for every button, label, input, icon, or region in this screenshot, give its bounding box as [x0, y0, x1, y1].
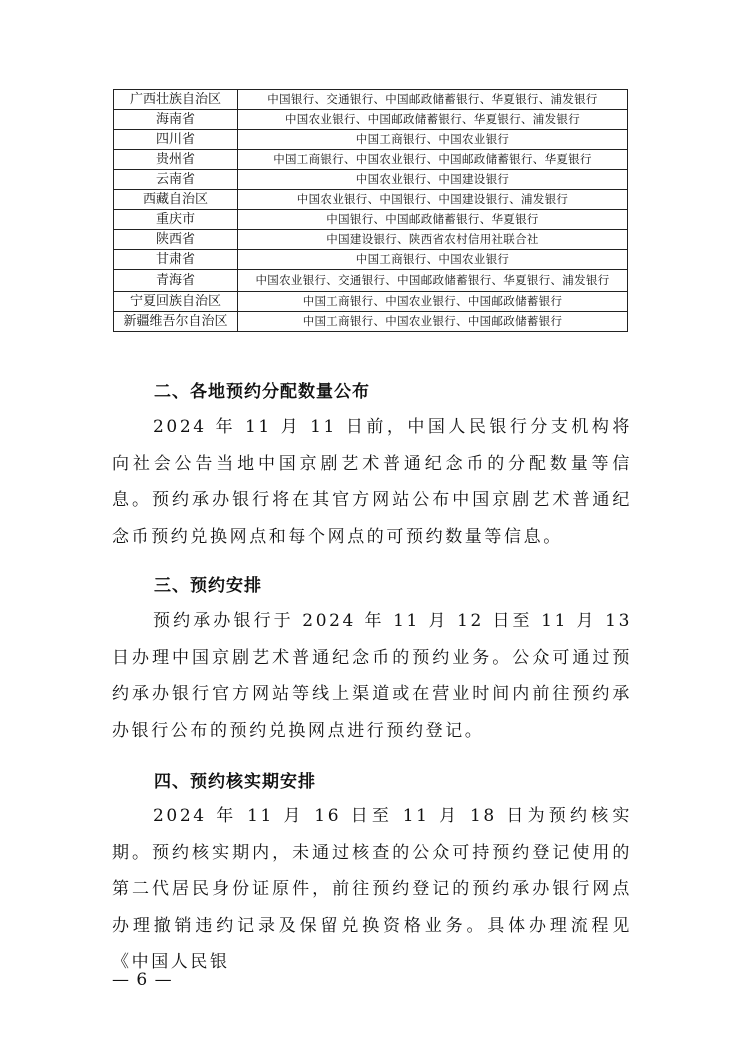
banks-cell: 中国工商银行、中国农业银行、中国邮政储蓄银行: [238, 312, 628, 332]
table-row: [114, 90, 628, 110]
table-row: [114, 250, 628, 270]
region-cell: 云南省: [114, 170, 238, 190]
banks-cell: 中国农业银行、中国邮政储蓄银行、华夏银行、浦发银行: [238, 110, 628, 130]
table-row: [114, 130, 628, 150]
region-cell: 陕西省: [114, 230, 238, 250]
banks-cell: 中国农业银行、中国银行、中国建设银行、浦发银行: [238, 190, 628, 210]
region-cell: 甘肃省: [114, 250, 238, 270]
table-row: [114, 312, 628, 332]
table-row: [114, 270, 628, 292]
region-cell: 四川省: [114, 130, 238, 150]
region-cell: 青海省: [114, 270, 238, 292]
section-paragraph: 预约承办银行于 2024 年 11 月 12 日至 11 月 13 日办理中国京剧艺术普通纪念币的预约业务。公众可通过预约承办银行官方网站等线上渠道或在营业时间内前往预约承办银行公布的预约兑换网点进行预约登记。: [112, 611, 632, 741]
region-cell: 重庆市: [114, 210, 238, 230]
region-cell: 西藏自治区: [114, 190, 238, 210]
banks-cell: 中国建设银行、陕西省农村信用社联合社: [238, 230, 628, 250]
region-cell: 贵州省: [114, 150, 238, 170]
banks-text: 中国农业银行、交通银行、中国邮政储蓄银行、华夏银行、浦发银行: [255, 273, 610, 287]
section-heading: 四、预约核实期安排: [154, 772, 316, 792]
table-row: [114, 190, 628, 210]
section-paragraph: 2024 年 11 月 11 日前，中国人民银行分支机构将向社会公告当地中国京剧艺术普通纪念币的分配数量等信息。预约承办银行将在其官方网站公布中国京剧艺术普通纪念币预约兑换网点和每个网点的可预约数量等信息。: [112, 417, 632, 547]
banks-cell: 中国银行、中国邮政储蓄银行、华夏银行: [238, 210, 628, 230]
region-cell: 新疆维吾尔自治区: [114, 312, 238, 332]
table-row: [114, 230, 628, 250]
section-paragraph: 2024 年 11 月 16 日至 11 月 18 日为预约核实期。预约核实期内，未通过核查的公众可持预约登记使用的第二代居民身份证原件，前往预约登记的预约承办银行网点办理撤销违约记录及保留兑换资格业务。具体办理流程见《中国人民银: [112, 806, 632, 972]
banks-cell: 中国工商银行、中国农业银行、中国邮政储蓄银行、华夏银行: [238, 150, 628, 170]
section-heading: 二、各地预约分配数量公布: [154, 382, 370, 402]
page-number: — 6 —: [112, 970, 173, 990]
banks-cell: 中国工商银行、中国农业银行: [238, 130, 628, 150]
banks-cell: 中国工商银行、中国农业银行: [238, 250, 628, 270]
table-row: [114, 292, 628, 312]
bank-table: [113, 89, 628, 332]
table-row: [114, 150, 628, 170]
table-row: [114, 170, 628, 190]
banks-cell: [238, 270, 628, 292]
table-row: [114, 210, 628, 230]
banks-cell: 中国农业银行、中国建设银行: [238, 170, 628, 190]
region-cell: 广西壮族自治区: [114, 90, 238, 110]
table-row: [114, 110, 628, 130]
banks-cell: 中国工商银行、中国农业银行、中国邮政储蓄银行: [238, 292, 628, 312]
section-heading: 三、预约安排: [154, 576, 262, 596]
region-cell: 宁夏回族自治区: [114, 292, 238, 312]
region-cell: 海南省: [114, 110, 238, 130]
banks-cell: 中国银行、交通银行、中国邮政储蓄银行、华夏银行、浦发银行: [238, 90, 628, 110]
